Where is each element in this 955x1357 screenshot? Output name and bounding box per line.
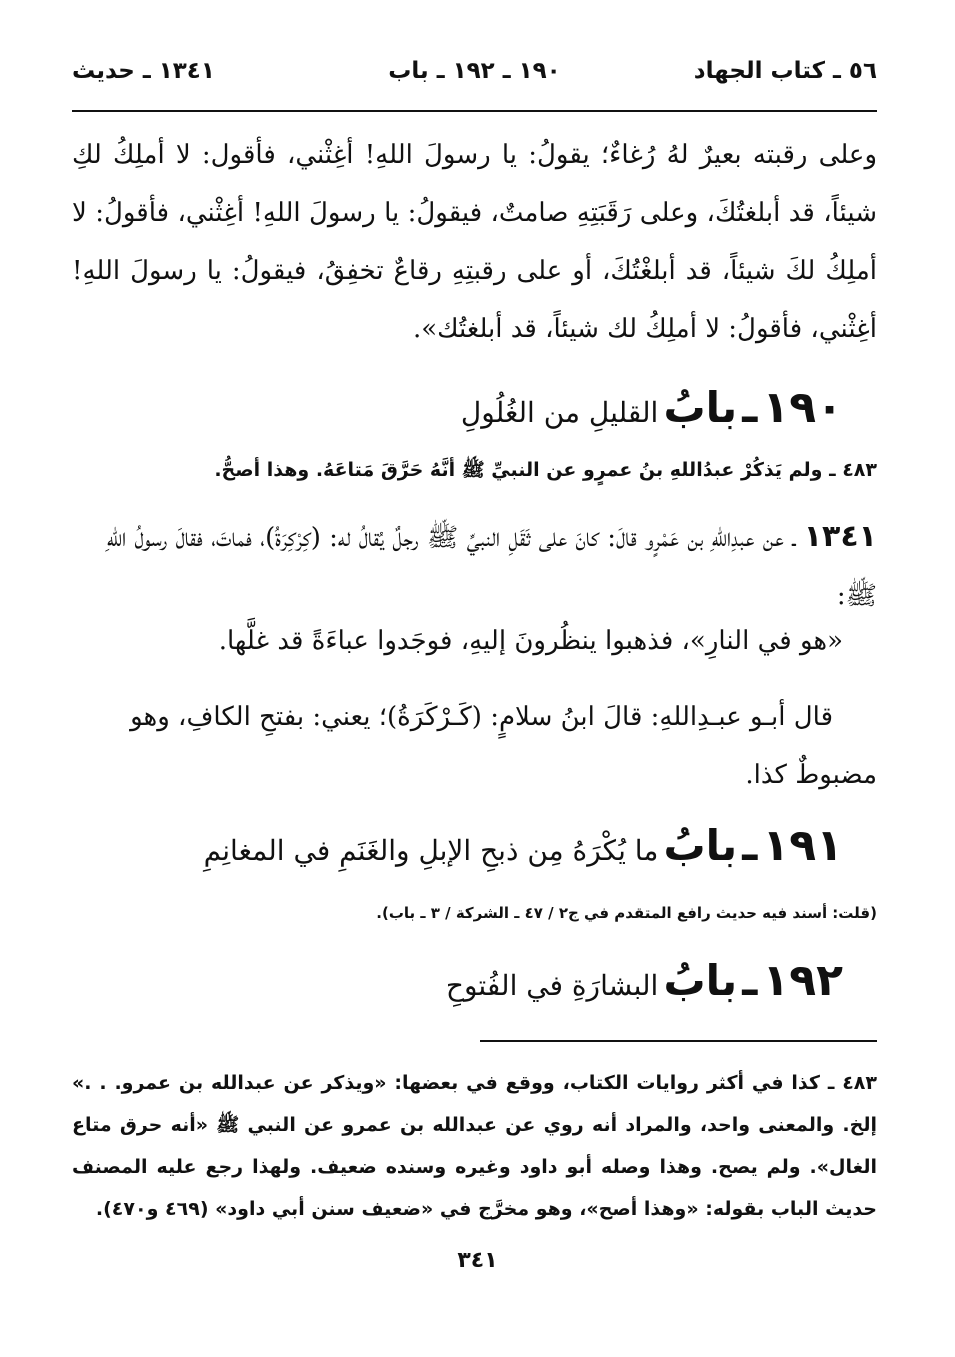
bab-192-title: البشارَةِ في الفُتوحِ bbox=[445, 969, 659, 1002]
footnote-divider bbox=[480, 1040, 877, 1042]
page-number: ٣٤١ bbox=[457, 1248, 498, 1273]
paragraph-continuation: وعلى رقبته بعيرٌ لهُ رُغاءٌ؛ يقولُ: يا رسولَ اللهِ! أغِثْني، فأقول: لا أملِكُ لكِ شيئاً، قد أبلغتُكَ، وعلى رَقَبَتِهِ صامتٌ، فيقولُ: يا رسولَ اللهِ! أغِثْني، فأقولُ: لا أملِكُ لكَ شيئاً، قد أبلغْتُكَ، أو على رقبتِهِ رقاعٌ تخفِقُ، فيقولُ: يا رسولَ اللهِ! أغِثْني، فأقولُ: لا أملِكُ لك شيئاً، قد أبلغتُك». bbox=[72, 140, 878, 344]
header-divider bbox=[72, 110, 877, 112]
bab-191-title: ما يُكْرَهُ مِن ذبحِ الإبلِ والغَنَمِ في المغانِمِ bbox=[203, 834, 659, 867]
bab-191-heading bbox=[204, 820, 843, 890]
bab-192-heading bbox=[446, 955, 843, 1025]
bab-191-label: بابُ bbox=[663, 821, 738, 870]
bab-191-dash: ـ bbox=[742, 820, 758, 871]
header-chapter: ٥٦ ـ كتاب الجهاد bbox=[693, 58, 877, 84]
bab-192-label: بابُ bbox=[663, 956, 738, 1005]
hadith-1341 bbox=[72, 508, 877, 625]
bab-192-dash: ـ bbox=[742, 955, 758, 1006]
bab-190-heading bbox=[461, 382, 843, 452]
abu-abdullah-comment: قال أبـو عبـدِاللهِ: قالَ ابنُ سلامٍ: (كَـرْكَرَةُ)؛ يعني: بفتحِ الكافِ، وهو مضبوطٌ كذا. bbox=[130, 702, 877, 790]
bab-190-label: بابُ bbox=[663, 383, 738, 432]
bab-190-number: ١٩٠ bbox=[762, 382, 843, 433]
hadith-1341-text: ـ عن عبدِاللهِ بن عَمْرٍو قالَ: كانَ على ثَقَلِ النبيِّ ﷺ رجلٌ يُقالُ له: (كِرْكِرَةُ)، فماتَ، فقالَ رسولُ اللهِ ﷺ: bbox=[106, 523, 877, 611]
bab-190-title: القليلِ من الغُلُولِ bbox=[460, 396, 659, 429]
bab-192-number: ١٩٢ bbox=[762, 955, 843, 1006]
hadith-quote: «هو في النارِ»، فذهبوا ينظُرونَ إليهِ، فوجَدوا عباءَةً قد غلَّها. bbox=[218, 626, 843, 656]
bab-190-dash: ـ bbox=[742, 382, 758, 433]
running-header bbox=[72, 58, 877, 98]
bab-191-number: ١٩١ bbox=[762, 820, 843, 871]
footnote-483: ٤٨٣ ـ كذا في أكثر روايات الكتاب، ووقع في بعضها: «ويذكر عن عبدالله بن عمرو. . .» إلخ. والمعنى واحد، والمراد أنه روي عن عبدالله بن عمرو عن النبي ﷺ «أنه حرق متاع الغال». ولم يصح. وهذا وصله أبو داود وغيره وسنده ضعيف. ولهذا رجع عليه المصنف حديث الباب بقوله: «وهذا أصح»، وهو مخرَّج في «ضعيف سنن أبي داود» (٤٦٩ و٤٧٠). bbox=[72, 1072, 877, 1220]
header-bab-range: ١٩٠ ـ ١٩٢ ـ باب bbox=[388, 58, 561, 84]
note-483: ٤٨٣ ـ ولم يَذكُرْ عبدُاللهِ بنُ عمرٍو عن النبيِّ ﷺ أنَّهُ حَرَّقَ مَتاعَهُ. وهذا أصحُّ. bbox=[214, 459, 877, 481]
hadith-1341-number: ١٣٤١ bbox=[803, 519, 877, 554]
header-hadith-number: ١٣٤١ ـ حديث bbox=[72, 58, 215, 84]
qult-note: (قلت: أسند فيه حديث رافع المتقدم في ج٢ / ٤٧ ـ الشركة / ٣ ـ باب). bbox=[376, 904, 877, 922]
